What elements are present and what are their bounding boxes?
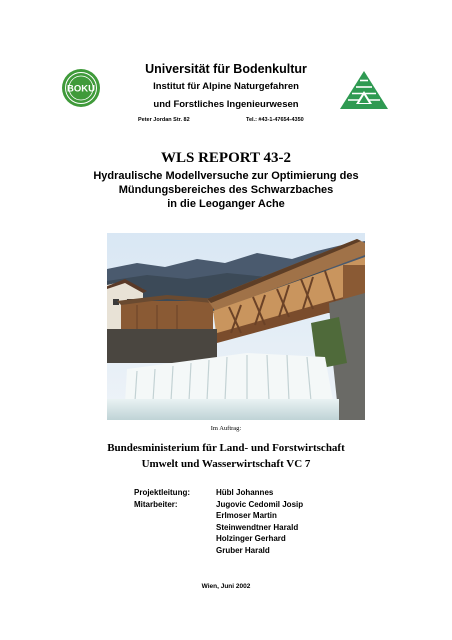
client-line: Bundesministerium für Land- und Forstwirtschaft <box>107 442 345 454</box>
project-team <box>134 487 303 556</box>
institute-line-2: und Forstliches Ingenieurwesen <box>153 99 299 110</box>
report-title-line: Mündungsbereiches des Schwarzbaches <box>118 184 334 196</box>
team-row-lead <box>134 487 303 499</box>
boku-logo-text: BOKU <box>67 83 95 95</box>
staff-name: Erlmoser Martin <box>216 511 277 520</box>
cover-photo <box>107 233 365 420</box>
report-number: WLS REPORT 43-2 <box>160 150 292 166</box>
commission-label: Im Auftrag: <box>210 425 242 432</box>
report-title <box>0 169 452 211</box>
client-line: Umwelt und Wasserwirtschaft VC 7 <box>141 458 311 470</box>
university-name: Universität für Bodenkultur <box>145 62 307 76</box>
team-row-staff <box>134 499 303 511</box>
staff-label: Mitarbeiter: <box>134 499 178 509</box>
report-title-line: in die Leoganger Ache <box>167 198 285 210</box>
phone: Tel.: #43-1-47654-4350 <box>246 117 304 123</box>
institute-line-1: Institut für Alpine Naturgefahren <box>153 81 299 92</box>
team-row <box>134 522 303 534</box>
report-title-line: Hydraulische Modellversuche zur Optimierung des <box>93 170 359 182</box>
lead-label: Projektleitung: <box>134 488 191 497</box>
staff-name: Gruber Harald <box>216 545 270 555</box>
team-row <box>134 533 303 545</box>
lead-name: Hübl Johannes <box>216 488 274 497</box>
team-row <box>134 545 303 557</box>
publication-date: Wien, Juni 2002 <box>201 583 251 590</box>
team-row <box>134 510 303 522</box>
address: Peter Jordan Str. 82 <box>138 117 190 123</box>
staff-name: Jugovic Cedomil Josip <box>216 499 304 509</box>
staff-name: Steinwendtner Harald <box>216 522 299 532</box>
client-name <box>0 440 452 472</box>
staff-name: Holzinger Gerhard <box>216 534 286 543</box>
